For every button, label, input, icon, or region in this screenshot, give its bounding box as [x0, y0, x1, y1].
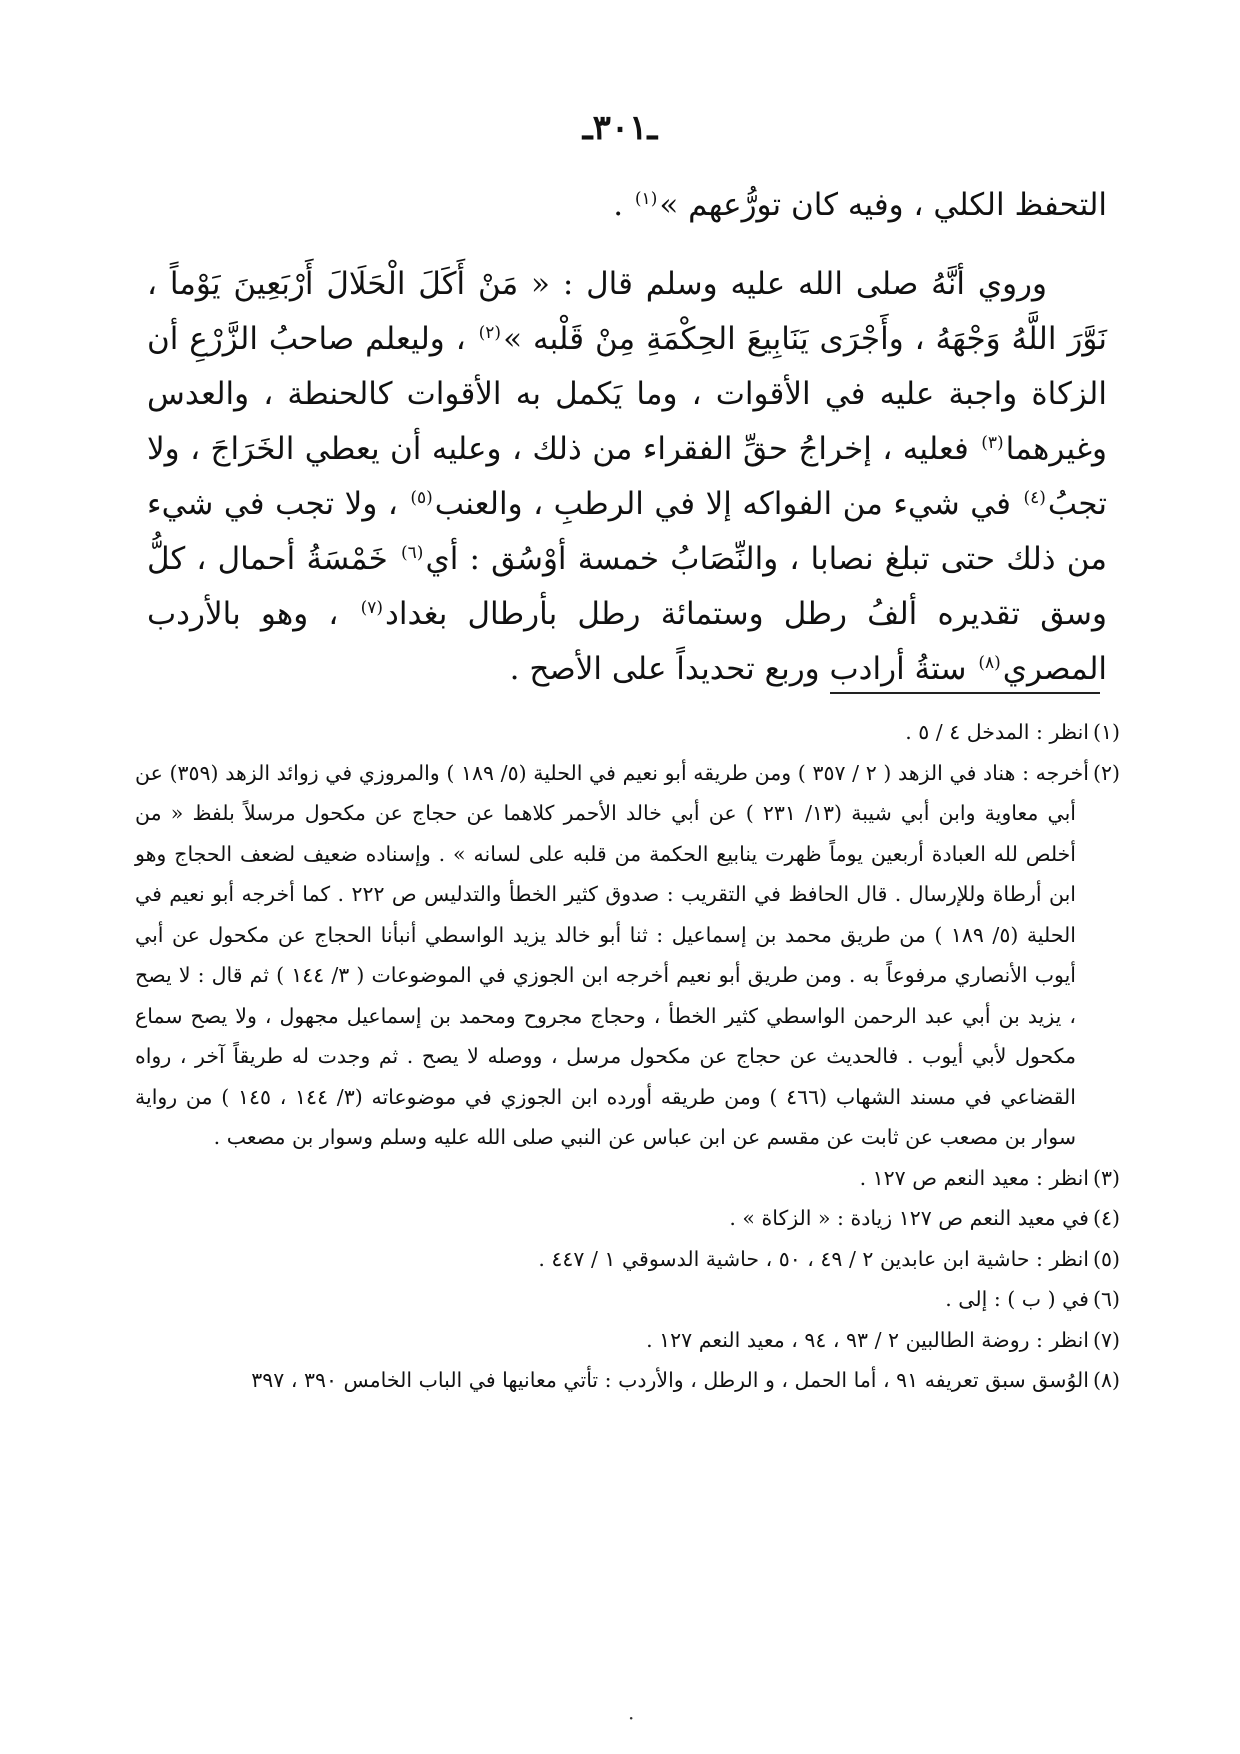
- footnote-3: [135, 1158, 1120, 1199]
- paragraph-2-segment: وروي أنَّهُ صلى الله عليه وسلم قال : « مَنْ أَكَلَ الْحَلَالَ أَرْبَعِينَ يَوْماً ، نَوَّرَ اللَّهُ وَجْهَهُ ، وأَجْرَى يَنَابِيعَ الحِكْمَةِ مِنْ قَلْبه »: [147, 266, 1107, 357]
- footnote-text: في ( ب ) : إلى .: [945, 1287, 1089, 1311]
- footnote-2: [135, 753, 1120, 1158]
- footnote-text: انظر : المدخل ٤ / ٥ .: [905, 720, 1089, 744]
- footnote-6: [135, 1279, 1120, 1320]
- footnote-7: [135, 1320, 1120, 1361]
- paragraph-2-segment: خَمْسَةُ أحمال ، كلُّ وسق تقديره ألفُ رطل وستمائة رطل بأرطال بغداد: [147, 541, 1107, 632]
- paragraph-2-segment: ، ولا تجب في شيء من ذلك حتى تبلغ نصابا ، والنِّصَابُ خمسة أوْسُق : أي: [147, 486, 1107, 577]
- footnote-4: [135, 1198, 1120, 1239]
- footnote-number: (١): [1092, 720, 1120, 744]
- paragraph-2-segment: ، وهو بالأردب المصري: [147, 596, 1107, 687]
- footnote-ref-8[interactable]: (٨): [978, 652, 1001, 673]
- paragraph-2-segment: ستةُ أرادب وربع تحديداً على الأصح .: [509, 651, 977, 687]
- footnote-ref-5[interactable]: (٥): [410, 487, 433, 508]
- footnote-text: أخرجه : هناد في الزهد ( ٢ / ٣٥٧ ) ومن طريقه أبو نعيم في الحلية (٥/ ١٨٩ ) والمروزي في زوائد الزهد (٣٥٩) عن أبي معاوية وابن أبي شيبة (١٣/ ٢٣١ ) عن أبي خالد الأحمر كلاهما عن حجاج عن مكحول مرسلاً بلفظ « من أخلص لله العبادة أربعين يوماً ظهرت ينابيع الحكمة من قلبه على لسانه » . وإسناده ضعيف لضعف الحجاج وهو ابن أرطاة وللإرسال . قال الحافظ في التقريب : صدوق كثير الخطأ والتدليس ص ٢٢٢ . كما أخرجه أبو نعيم في الحلية (٥/ ١٨٩ ) من طريق محمد بن إسماعيل : ثنا أبو خالد يزيد الواسطي أنبأنا الحجاج عن مكحول عن أبي أيوب الأنصاري مرفوعاً به . ومن طريق أبو نعيم أخرجه ابن الجوزي في الموضوعات ( ٣/ ١٤٤ ) ثم قال : لا يصح ، يزيد بن أبي عبد الرحمن الواسطي كثير الخطأ ، وحجاج مجروح ومحمد بن إسماعيل مجهول ، ولا يصح سماع مكحول لأبي أيوب . فالحديث عن حجاج عن مكحول مرسل ، ووصله لا يصح . ثم وجدت له طريقاً آخر ، رواه القضاعي في مسند الشهاب (٤٦٦ ) ومن طريقه أورده ابن الجوزي في موضوعاته (٣/ ١٤٤ ، ١٤٥ ) من رواية سوار بن مصعب عن ثابت عن مقسم عن ابن عباس عن النبي صلى الله عليه وسلم وسوار بن مصعب .: [135, 760, 1089, 1149]
- paragraph-1: [147, 178, 1107, 233]
- main-text: [147, 178, 1107, 697]
- footnotes: [135, 712, 1120, 1401]
- paragraph-2-segment: في شيء من الفواكه إلا في الرطبِ ، والعنب: [434, 486, 1022, 522]
- paragraph-2-segment: فعليه ، إخراجُ حقِّ الفقراء من ذلك ، وعليه أن يعطي الخَرَاجَ ، ولا تجبُ: [147, 431, 1107, 522]
- footnote-text: انظر : حاشية ابن عابدين ٢ / ٤٩ ، ٥٠ ، حاشية الدسوقي ١ / ٤٤٧ .: [538, 1246, 1089, 1271]
- footnote-text: انظر : روضة الطالبين ٢ / ٩٣ ، ٩٤ ، معيد النعم ١٢٧ .: [646, 1327, 1089, 1352]
- paragraph-2: [147, 257, 1107, 697]
- footnote-ref-4[interactable]: (٤): [1023, 487, 1046, 508]
- footnote-ref-1[interactable]: (١): [634, 188, 658, 209]
- footnote-ref-7[interactable]: (٧): [360, 597, 384, 618]
- footnote-8: [135, 1360, 1120, 1401]
- footnote-ref-2[interactable]: (٢): [478, 322, 502, 343]
- footnote-text: الوُسق سبق تعريفه ٩١ ، أما الحمل ، و الرطل ، والأردب : تأتي معانيها في الباب الخامس ٣٩٠ ، ٣٩٧: [251, 1368, 1089, 1392]
- footnote-number: (٥): [1092, 1246, 1120, 1271]
- scan-speck: ·: [628, 1706, 635, 1730]
- footnote-number: (٣): [1092, 1165, 1120, 1190]
- footnote-ref-6[interactable]: (٦): [401, 542, 424, 563]
- footnote-ref-3[interactable]: (٣): [981, 432, 1004, 453]
- page-number: ـ٣٠١ـ: [582, 108, 658, 148]
- footnote-number: (٤): [1092, 1206, 1120, 1230]
- footnote-number: (٨): [1092, 1368, 1120, 1392]
- footnote-number: (٦): [1092, 1287, 1120, 1311]
- footnote-5: [135, 1239, 1120, 1280]
- footnote-text: انظر : معيد النعم ص ١٢٧ .: [859, 1165, 1089, 1190]
- footnote-separator: [830, 692, 1100, 694]
- paragraph-1-text: التحفظ الكلي ، وفيه كان تورُّعهم »: [659, 187, 1107, 223]
- footnote-text: في معيد النعم ص ١٢٧ زيادة : « الزكاة » .: [729, 1206, 1089, 1230]
- footnote-number: (٧): [1092, 1327, 1120, 1352]
- footnote-number: (٢): [1092, 760, 1120, 785]
- paragraph-2-segment: ، وليعلم صاحبُ الزَّرْعِ أن الزكاة واجبة عليه في الأقوات ، وما يَكمل به الأقوات كالحنطة ، والعدس وغيرهما: [147, 321, 1107, 467]
- footnote-1: [135, 712, 1120, 753]
- paragraph-1-tail: .: [613, 187, 633, 223]
